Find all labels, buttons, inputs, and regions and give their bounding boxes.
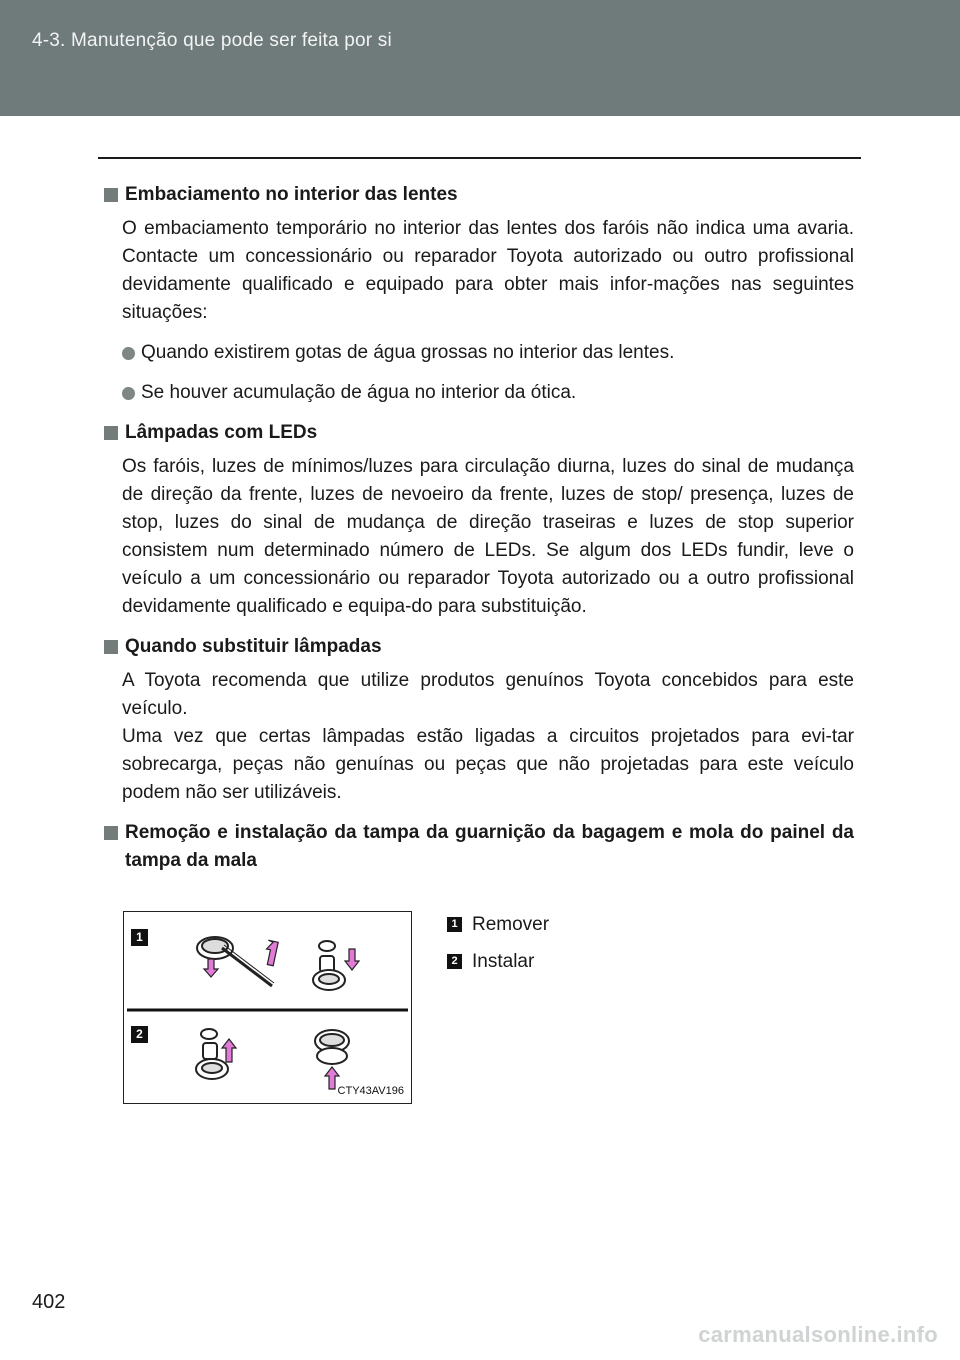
square-bullet-icon (104, 426, 118, 440)
list-item-text: Quando existirem gotas de água grossas no interior das lentes. (141, 342, 675, 363)
section-heading-trim (104, 819, 854, 875)
list-item (122, 379, 854, 407)
paragraph-led: Os faróis, luzes de mínimos/luzes para circulação diurna, luzes do sinal de mudança de direção da frente, luzes de nevoeiro da frente, luzes de stop/ presença, luzes de stop, luzes do sinal de mudança de direção traseiras e luzes de stop superior consistem num determinado número de LEDs. Se algum dos LEDs fundir, leve o veículo a um concessionário ou reparador Toyota autorizado ou a outro profissional devidamente qualificado e equipa-do para substituição. (122, 456, 854, 617)
heading-text: Quando substituir lâmpadas (125, 636, 382, 657)
top-divider (98, 157, 861, 159)
main-content (104, 181, 854, 881)
legend-label: Instalar (472, 950, 535, 972)
circle-bullet-icon (122, 387, 135, 400)
paragraph-replace-2: Uma vez que certas lâmpadas estão ligadas a circuitos projetados para evi-tar sobrecarga, peças não genuínas ou peças que não projetadas para este veículo podem não ser utilizáveis. (122, 726, 854, 803)
arrow-down-icon (204, 959, 218, 977)
page-number: 402 (32, 1291, 66, 1313)
watermark: carmanualsonline.info (698, 1322, 938, 1347)
figure-legend (447, 906, 549, 980)
clip-illustration (124, 912, 411, 1103)
clip-install (196, 1029, 228, 1079)
square-bullet-icon (104, 826, 118, 840)
clip-remove (313, 941, 345, 990)
arrow-down-icon (345, 949, 359, 970)
arrow-up-icon (222, 1039, 236, 1062)
paragraph-fogging: O embaciamento temporário no interior das lentes dos faróis não indica uma avaria. Contacte um concessionário ou reparador Toyota autorizado ou outro profissional devidamente qualificado e equipado para obter mais infor-mações nas seguintes situações: (122, 218, 854, 323)
list-item-text: Se houver acumulação de água no interior da ótica. (141, 382, 577, 403)
heading-text: Remoção e instalação da tampa da guarnição da bagagem e mola do painel da tampa da mala (125, 822, 854, 871)
legend-item-remove (447, 906, 549, 943)
legend-label: Remover (472, 913, 550, 935)
heading-text: Lâmpadas com LEDs (125, 422, 318, 443)
paragraph-replace-1: A Toyota recomenda que utilize produtos genuínos Toyota concebidos para este veículo. (122, 670, 854, 719)
section-heading-fogging (104, 181, 854, 209)
section-heading-led (104, 419, 854, 447)
step-badge-1: 1 (447, 917, 462, 932)
section-header-bar (0, 0, 960, 116)
removal-tool (222, 948, 272, 986)
arrow-up-icon (263, 940, 278, 966)
square-bullet-icon (104, 640, 118, 654)
trim-cap-install (315, 1030, 349, 1064)
heading-text: Embaciamento no interior das lentes (125, 184, 458, 205)
circle-bullet-icon (122, 347, 135, 360)
step-badge-2: 2 (131, 1026, 148, 1043)
step-badge-1: 1 (131, 929, 148, 946)
clip-diagram (123, 911, 412, 1104)
section-heading-replace (104, 633, 854, 661)
legend-item-install (447, 943, 549, 980)
section-title: 4-3. Manutenção que pode ser feita por si (32, 30, 392, 51)
list-item (122, 339, 854, 367)
figure-code: CTY43AV196 (337, 1085, 404, 1097)
step-badge-2: 2 (447, 954, 462, 969)
square-bullet-icon (104, 188, 118, 202)
